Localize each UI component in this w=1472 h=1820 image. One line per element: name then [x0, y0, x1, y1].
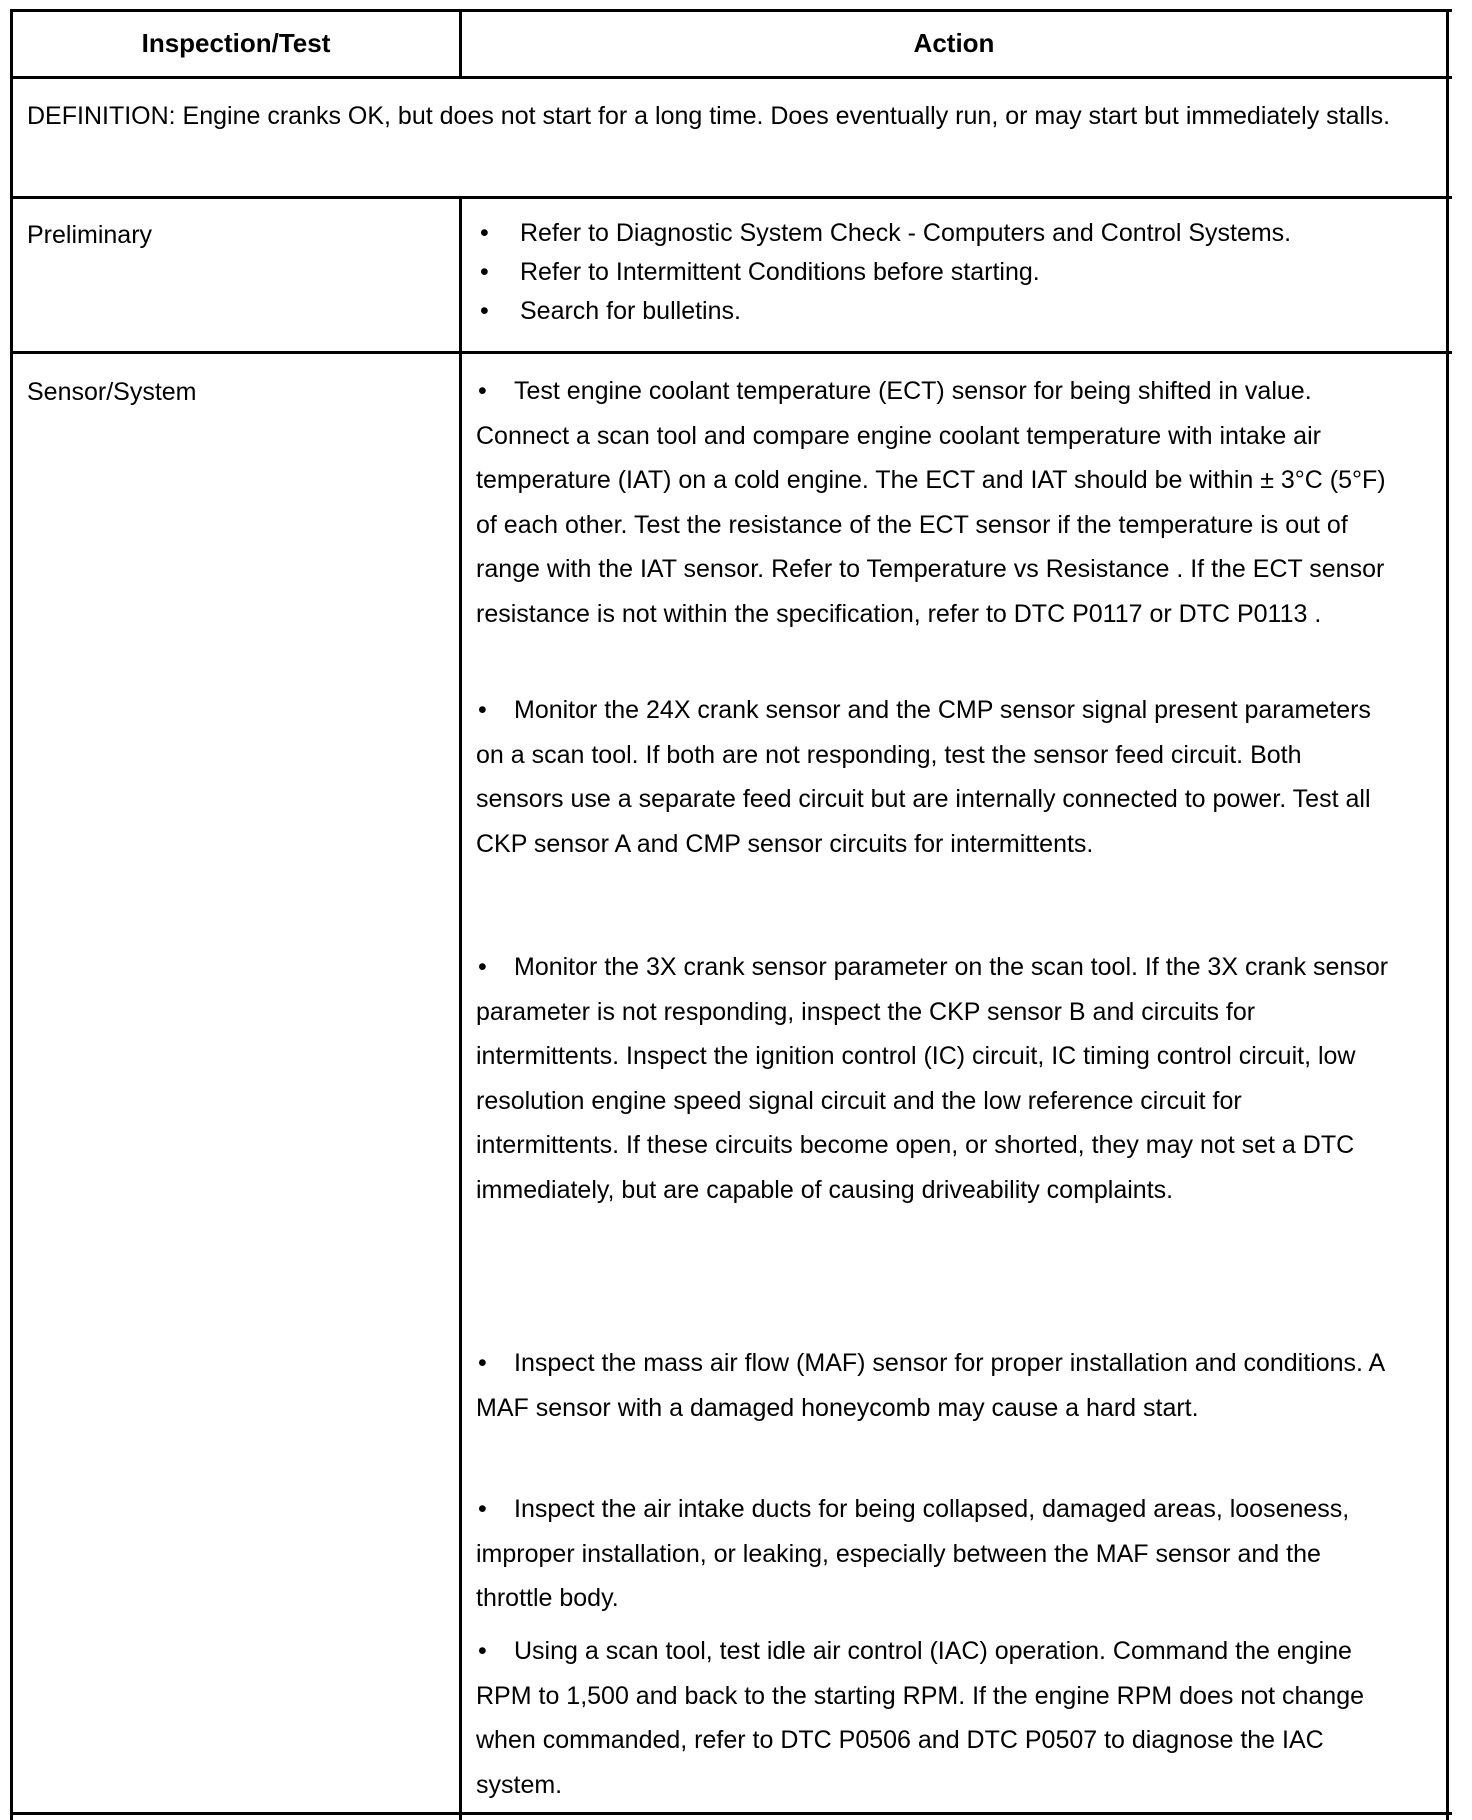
header-inspection-test: Inspection/Test — [141, 28, 331, 58]
table-bottom-border — [10, 1812, 1452, 1815]
bullet-icon: • — [478, 1637, 487, 1665]
header-bottom-border — [10, 76, 1452, 79]
list-item — [478, 214, 1438, 253]
preliminary-bottom-border — [10, 351, 1452, 354]
definition-text: DEFINITION: Engine cranks OK, but does not start for a long time. Does eventually run, or may start but immediately stalls. — [27, 102, 1391, 130]
list-item — [478, 253, 1438, 292]
table-right-border — [1446, 9, 1449, 1820]
body-column-divider — [459, 197, 462, 1820]
list-item-text: Refer to Intermittent Conditions before starting. — [520, 258, 1040, 286]
list-item — [476, 1341, 1391, 1430]
row-label-preliminary: Preliminary — [27, 221, 153, 249]
bullet-icon: • — [480, 219, 489, 247]
list-item — [476, 1487, 1391, 1621]
row-label-sensor-system: Sensor/System — [27, 378, 197, 406]
bullet-icon: • — [478, 1349, 487, 1377]
list-item — [476, 369, 1391, 636]
definition-bottom-border — [10, 196, 1452, 199]
list-item — [478, 292, 1438, 331]
list-item-text: Inspect the mass air flow (MAF) sensor for proper installation and conditions. A MAF sensor with a damaged honeycomb may cause a hard start. — [476, 1349, 1384, 1422]
list-item — [476, 688, 1391, 866]
list-item-text: Monitor the 3X crank sensor parameter on the scan tool. If the 3X crank sensor parameter is not responding, inspect the CKP sensor B and circuits for intermittents. Inspect the ignition control (IC) circuit, IC timing control circuit, low resolution engine speed signal circuit and the low reference circuit for intermittents. If these circuits become open, or shorted, they may not set a DTC immediately, but are capable of causing driveability complaints. — [476, 953, 1389, 1204]
table-top-border — [10, 9, 1452, 12]
preliminary-action-list — [478, 214, 1438, 331]
bullet-icon: • — [480, 297, 489, 325]
bullet-icon: • — [480, 258, 489, 286]
table-left-border — [10, 9, 13, 1820]
list-item-text: Test engine coolant temperature (ECT) sensor for being shifted in value. Connect a scan tool and compare engine coolant temperature with intake air temperature (IAT) on a cold engine. The ECT and IAT should be within ± 3°C (5°F) of each other. Test the resistance of the ECT sensor if the temperature is out of range with the IAT sensor. Refer to Temperature vs Resistance . If the ECT sensor resistance is not within the specification, refer to DTC P0117 or DTC P0113 . — [476, 377, 1386, 628]
bullet-icon: • — [478, 696, 487, 724]
list-item-text: Monitor the 24X crank sensor and the CMP sensor signal present parameters on a scan tool. If both are not responding, test the sensor feed circuit. Both sensors use a separate feed circuit but are internally connected to power. Test all CKP sensor A and CMP sensor circuits for intermittents. — [476, 696, 1371, 858]
list-item-text: Refer to Diagnostic System Check - Computers and Control Systems. — [520, 219, 1292, 247]
list-item-text: Inspect the air intake ducts for being collapsed, damaged areas, looseness, improper installation, or leaking, especially between the MAF sensor and the throttle body. — [476, 1495, 1350, 1612]
bullet-icon: • — [478, 953, 487, 981]
header-action: Action — [913, 28, 995, 58]
bullet-icon: • — [478, 1495, 487, 1523]
list-item — [476, 945, 1391, 1212]
list-item — [476, 1629, 1391, 1807]
bullet-icon: • — [478, 377, 487, 405]
list-item-text: Search for bulletins. — [520, 297, 741, 325]
list-item-text: Using a scan tool, test idle air control (IAC) operation. Command the engine RPM to 1,500 and back to the starting RPM. If the engine RPM does not change when commanded, refer to DTC P0506 and DTC P0507 to diagnose the IAC system. — [476, 1637, 1365, 1799]
